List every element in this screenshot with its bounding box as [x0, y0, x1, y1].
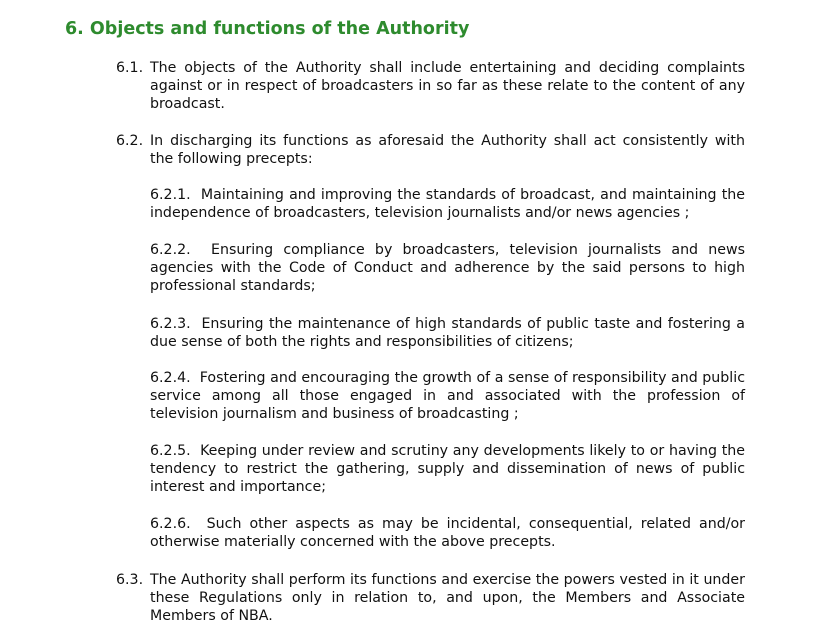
- clause-body: Ensuring the maintenance of high standards of public taste and fostering a due sense of both the rights and responsibilities of citizens;: [150, 316, 745, 351]
- clause-body: Fostering and encouraging the growth of a sense of responsibility and public service among all those engaged in and associated with the profession of television journalism and business of broadcasting ;: [150, 370, 745, 423]
- clause-number: 6.2.4.: [150, 370, 191, 386]
- clause-text: [150, 186, 745, 222]
- clause-body: Keeping under review and scrutiny any developments likely to or having the tendency to restrict the gathering, supply and dissemination of news of public interest and importance;: [150, 443, 745, 496]
- clause-number: 6.2.2.: [150, 242, 191, 258]
- clause-6-2-2: [150, 241, 745, 296]
- clause-text: [150, 515, 745, 551]
- clause-number: 6.2.5.: [150, 443, 191, 459]
- clause-text: [150, 369, 745, 424]
- clause-body: Maintaining and improving the standards of broadcast, and maintaining the independence of broadcasters, television journalists and/or news agencies ;: [150, 187, 745, 222]
- clause-6-2-4: [150, 369, 745, 424]
- clause-6-3: [116, 571, 745, 626]
- clause-6-1: [116, 59, 745, 114]
- clause-number: 6.3.: [116, 572, 144, 588]
- clause-number: 6.2.6.: [150, 516, 191, 532]
- clause-6-2-3: [150, 315, 745, 351]
- clause-6-2: [116, 132, 745, 168]
- clause-6-2-1: [150, 186, 745, 222]
- clause-text: [150, 442, 745, 497]
- clause-text: [150, 315, 745, 351]
- clause-number: 6.2.3.: [150, 316, 191, 332]
- section-heading: 6. Objects and functions of the Authority: [65, 19, 470, 39]
- clause-text: The Authority shall perform its functions and exercise the powers vested in it under these Regulations only in relation to, and upon, the Members and Associate Members of NBA.: [150, 572, 745, 625]
- clause-6-2-6: [150, 515, 745, 551]
- clause-body: Ensuring compliance by broadcasters, television journalists and news agencies with the Code of Conduct and adherence by the said persons to high professional standards;: [150, 242, 745, 295]
- clause-text: [150, 241, 745, 296]
- clause-text: In discharging its functions as aforesaid the Authority shall act consistently with the following precepts:: [150, 133, 745, 168]
- clause-6-2-5: [150, 442, 745, 497]
- clause-text: The objects of the Authority shall include entertaining and deciding complaints against or in respect of broadcasters in so far as these relate to the content of any broadcast.: [150, 60, 745, 113]
- clause-body: Such other aspects as may be incidental, consequential, related and/or otherwise materially concerned with the above precepts.: [150, 516, 745, 551]
- clause-number: 6.1.: [116, 60, 144, 76]
- clause-number: 6.2.: [116, 133, 144, 149]
- clause-number: 6.2.1.: [150, 187, 191, 203]
